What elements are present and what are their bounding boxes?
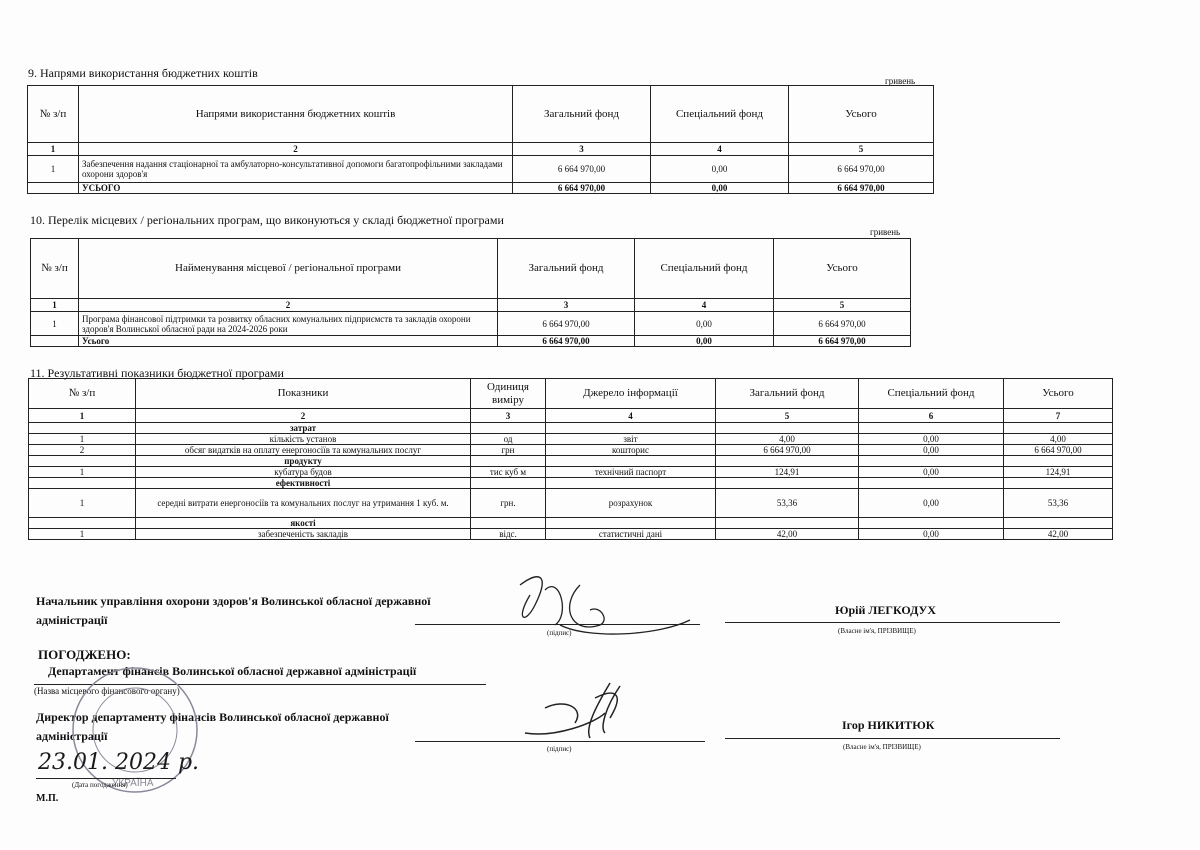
section-10-title: 10. Перелік місцевих / регіональних програм, що виконуються у складі бюджетної програми	[30, 213, 504, 227]
row-value: 1	[28, 156, 79, 183]
column-number: 1	[31, 299, 79, 312]
indicator-value: 53,36	[716, 489, 859, 518]
indicator-value: статистичні дані	[546, 529, 716, 540]
row-value: 0,00	[635, 312, 774, 336]
agreed-label: ПОГОДЖЕНО:	[38, 647, 131, 662]
indicator-value: 124,91	[1004, 467, 1113, 478]
column-header: Усього	[1004, 379, 1113, 409]
table-row	[29, 467, 1113, 478]
indicator-value: 42,00	[716, 529, 859, 540]
table-row	[29, 518, 1113, 529]
indicator-value: 6 664 970,00	[716, 445, 859, 456]
column-header: Загальний фонд	[498, 239, 635, 299]
empty-cell	[859, 456, 1004, 467]
column-number: 2	[79, 143, 513, 156]
column-header: Показники	[136, 379, 471, 409]
indicator-group: продукту	[136, 456, 471, 467]
row-value: 6 664 970,00	[774, 312, 911, 336]
empty-cell	[29, 518, 136, 529]
total-value: 6 664 970,00	[789, 183, 934, 194]
empty-cell	[859, 423, 1004, 434]
column-number: 5	[716, 409, 859, 423]
indicator-value: кошторис	[546, 445, 716, 456]
indicator-value: 1	[29, 529, 136, 540]
column-number: 2	[136, 409, 471, 423]
header-row	[31, 239, 911, 299]
total-value: 0,00	[651, 183, 789, 194]
total-value	[28, 183, 79, 194]
row-value: 1	[31, 312, 79, 336]
column-number: 1	[29, 409, 136, 423]
table-row	[29, 445, 1113, 456]
director-signature-caption: (підпис)	[547, 745, 572, 753]
director-signature	[515, 678, 635, 748]
column-number: 3	[513, 143, 651, 156]
date-caption: (Дата погодження)	[72, 781, 128, 789]
total-label: Усього	[79, 336, 498, 347]
row-value: 6 664 970,00	[498, 312, 635, 336]
column-header: № з/п	[29, 379, 136, 409]
column-number: 4	[546, 409, 716, 423]
column-number: 2	[79, 299, 498, 312]
row-label: Програма фінансової підтримки та розвитку обласних комунальних підприємств та закладів охорони здоров'я Волинської обласної ради на 2024-2026 роки	[79, 312, 498, 336]
column-number: 1	[28, 143, 79, 156]
column-number: 7	[1004, 409, 1113, 423]
column-header: Загальний фонд	[513, 86, 651, 143]
empty-cell	[29, 478, 136, 489]
head-signature-caption: (підпис)	[547, 629, 572, 637]
column-number: 3	[498, 299, 635, 312]
section-11-title: 11. Результативні показники бюджетної програми	[30, 366, 284, 380]
indicator-value: 1	[29, 434, 136, 445]
indicator-value: розрахунок	[546, 489, 716, 518]
column-number: 4	[635, 299, 774, 312]
indicator-group: якості	[136, 518, 471, 529]
column-number: 3	[471, 409, 546, 423]
head-name: Юрій ЛЕГКОДУХ	[835, 603, 937, 617]
row-value: 6 664 970,00	[789, 156, 934, 183]
total-row	[31, 336, 911, 347]
table-row	[29, 489, 1113, 518]
head-name-caption: (Власне ім'я, ПРІЗВИЩЕ)	[838, 627, 916, 635]
empty-cell	[546, 423, 716, 434]
empty-cell	[29, 423, 136, 434]
indicator-value: од	[471, 434, 546, 445]
empty-cell	[546, 518, 716, 529]
indicator-value: 0,00	[859, 467, 1004, 478]
section-9-unit: гривень	[885, 76, 916, 86]
indicator-name: кількість установ	[136, 434, 471, 445]
indicator-name: обсяг видатків на оплату енергоносіїв та комунальних послуг	[136, 445, 471, 456]
indicator-value: 1	[29, 489, 136, 518]
table-row	[29, 529, 1113, 540]
header-row	[28, 86, 934, 143]
table-row	[29, 456, 1113, 467]
table-row	[28, 156, 934, 183]
section-9-title: 9. Напрями використання бюджетних коштів	[28, 66, 258, 80]
column-header: Усього	[774, 239, 911, 299]
column-number-row	[28, 143, 934, 156]
indicator-value: грн.	[471, 489, 546, 518]
column-number: 5	[774, 299, 911, 312]
empty-cell	[471, 478, 546, 489]
column-header: Одиниця виміру	[471, 379, 546, 409]
column-number-row	[31, 299, 911, 312]
head-title: Начальник управління охорони здоров'я Волинської обласної державної адміністрації	[36, 594, 431, 627]
total-label: УСЬОГО	[79, 183, 513, 194]
empty-cell	[1004, 478, 1113, 489]
column-number: 6	[859, 409, 1004, 423]
empty-cell	[716, 456, 859, 467]
indicator-value: тис куб м	[471, 467, 546, 478]
head-signature	[500, 565, 700, 645]
agreement-date: 23.01. 2024 р.	[38, 750, 200, 775]
performance-indicators-table	[28, 378, 1113, 540]
total-value	[31, 336, 79, 347]
column-header: Спеціальний фонд	[635, 239, 774, 299]
empty-cell	[716, 518, 859, 529]
column-header: Загальний фонд	[716, 379, 859, 409]
indicator-value: звіт	[546, 434, 716, 445]
director-name-caption: (Власне ім'я, ПРІЗВИЩЕ)	[843, 743, 921, 751]
empty-cell	[859, 518, 1004, 529]
indicator-group: ефективності	[136, 478, 471, 489]
indicator-value: 53,36	[1004, 489, 1113, 518]
regional-programs-table	[30, 238, 911, 347]
budget-directions-table	[27, 85, 934, 194]
empty-cell	[471, 518, 546, 529]
column-header: Спеціальний фонд	[651, 86, 789, 143]
empty-cell	[546, 456, 716, 467]
indicator-group: затрат	[136, 423, 471, 434]
indicator-value: відс.	[471, 529, 546, 540]
column-number: 4	[651, 143, 789, 156]
column-number-row	[29, 409, 1113, 423]
column-header: Напрями використання бюджетних коштів	[79, 86, 513, 143]
indicator-value: 2	[29, 445, 136, 456]
empty-cell	[29, 456, 136, 467]
empty-cell	[859, 478, 1004, 489]
empty-cell	[716, 423, 859, 434]
section-10-unit: гривень	[870, 227, 901, 237]
finance-org: Департамент фінансів Волинської обласної державної адміністрації	[48, 664, 417, 678]
empty-cell	[1004, 456, 1113, 467]
column-header: Джерело інформації	[546, 379, 716, 409]
svg-text:УКРАЇНА: УКРАЇНА	[112, 778, 154, 789]
indicator-value: технічний паспорт	[546, 467, 716, 478]
column-header: Усього	[789, 86, 934, 143]
total-value: 6 664 970,00	[513, 183, 651, 194]
indicator-name: кубатура будов	[136, 467, 471, 478]
row-value: 0,00	[651, 156, 789, 183]
total-value: 0,00	[635, 336, 774, 347]
row-value: 6 664 970,00	[513, 156, 651, 183]
director-title: Директор департаменту фінансів Волинської обласної державної адміністрації	[36, 710, 389, 743]
column-header: № з/п	[28, 86, 79, 143]
official-stamp	[70, 660, 200, 800]
empty-cell	[471, 456, 546, 467]
column-number: 5	[789, 143, 934, 156]
empty-cell	[1004, 423, 1113, 434]
column-header: № з/п	[31, 239, 79, 299]
indicator-value: 42,00	[1004, 529, 1113, 540]
header-row	[29, 379, 1113, 409]
indicator-value: грн	[471, 445, 546, 456]
empty-cell	[716, 478, 859, 489]
indicator-value: 6 664 970,00	[1004, 445, 1113, 456]
empty-cell	[546, 478, 716, 489]
table-row	[29, 434, 1113, 445]
seal-place: М.П.	[36, 793, 59, 804]
indicator-value: 4,00	[716, 434, 859, 445]
empty-cell	[471, 423, 546, 434]
indicator-value: 4,00	[1004, 434, 1113, 445]
indicator-value: 1	[29, 467, 136, 478]
indicator-value: 0,00	[859, 434, 1004, 445]
indicator-name: забезпеченість закладів	[136, 529, 471, 540]
column-header: Найменування місцевої / регіональної програми	[79, 239, 498, 299]
indicator-value: 0,00	[859, 489, 1004, 518]
indicator-value: 0,00	[859, 529, 1004, 540]
director-name: Ігор НИКИТЮК	[842, 718, 935, 732]
finance-org-caption: (Назва місцевого фінансового органу)	[34, 686, 180, 696]
total-row	[28, 183, 934, 194]
total-value: 6 664 970,00	[774, 336, 911, 347]
indicator-value: 0,00	[859, 445, 1004, 456]
table-row	[31, 312, 911, 336]
table-row	[29, 478, 1113, 489]
column-header: Спеціальний фонд	[859, 379, 1004, 409]
empty-cell	[1004, 518, 1113, 529]
indicator-name: середні витрати енергоносіїв та комунальних послуг на утримання 1 куб. м.	[136, 489, 471, 518]
total-value: 6 664 970,00	[498, 336, 635, 347]
indicator-value: 124,91	[716, 467, 859, 478]
row-label: Забезпечення надання стаціонарної та амбулаторно-консультативної допомоги багатопрофільними закладами охорони здоров'я	[79, 156, 513, 183]
table-row	[29, 423, 1113, 434]
